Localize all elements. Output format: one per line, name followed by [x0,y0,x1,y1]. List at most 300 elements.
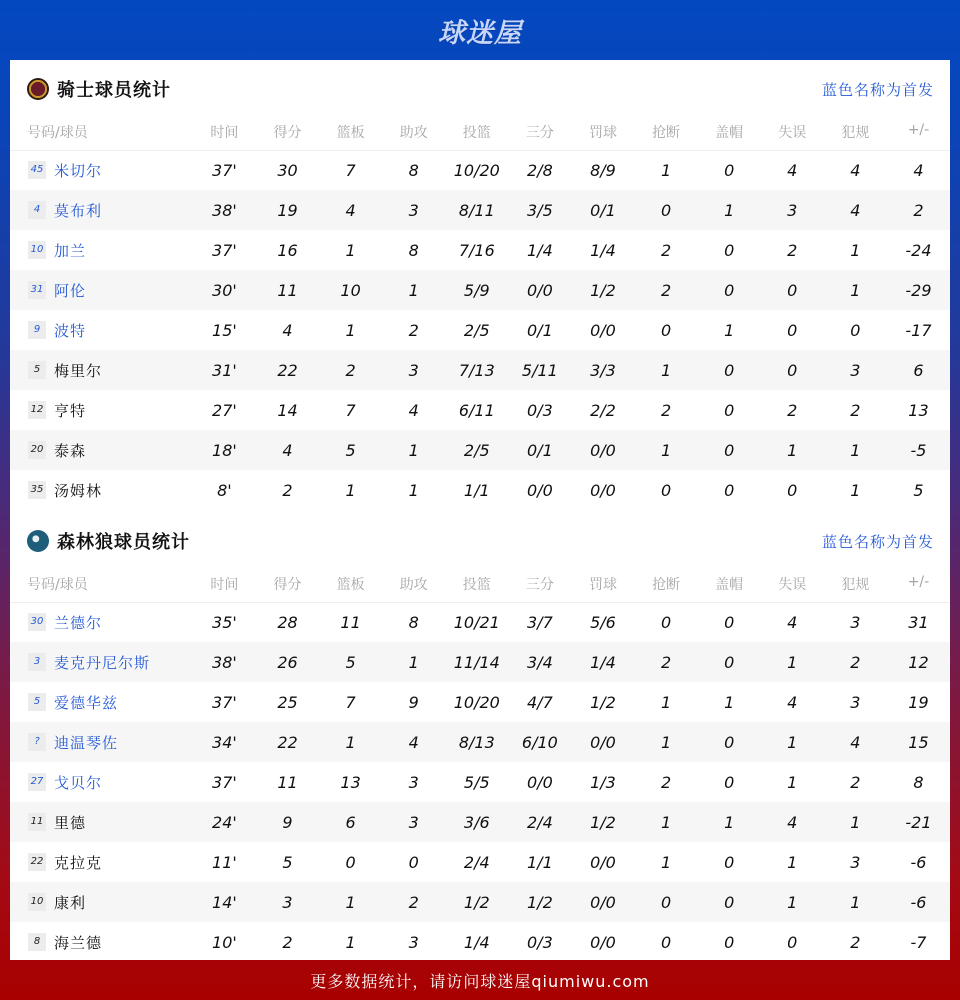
player-cell [10,602,193,642]
stat-cell: 0 [345,852,356,872]
jersey-number-badge: 5 [28,361,46,379]
stat-cell: 3/7 [527,612,553,632]
stat-cell: 2/5 [445,430,508,470]
player-name[interactable]: 麦克丹尼尔斯 [54,653,151,672]
stat-cell: 2/4 [463,852,490,872]
stat-cell: 1 [761,722,824,762]
stat-cell: 1/4 [590,240,616,260]
stat-cell: 1/1 [527,852,553,872]
player-name[interactable]: 康利 [54,893,87,912]
stat-cell: 0/0 [590,480,616,500]
stat-cell: 2 [282,480,293,500]
column-header[interactable]: 犯规 [824,118,887,150]
stat-cell: 6/10 [508,722,571,762]
stat-cell: 3 [382,802,445,842]
stat-cell: 0 [635,882,698,922]
table-header-row [10,118,950,150]
stat-cell: 1 [824,882,887,922]
stat-cell: 0/0 [571,430,634,470]
stat-cell: 27' [212,400,237,420]
stat-cell: 0 [724,852,735,872]
player-row[interactable] [10,470,950,510]
stat-cell: 7/16 [458,240,495,260]
stat-cell: 0 [761,350,824,390]
stat-cell: 0 [724,160,735,180]
stat-cell: -6 [910,852,927,872]
footer-banner [0,960,960,1000]
stat-cell: 2 [635,270,698,310]
stat-cell: 3 [408,932,419,952]
stat-cell: 1 [724,692,735,712]
stat-cell: 0 [724,772,735,792]
stat-cell: 1/3 [590,772,616,792]
stat-cell: 4/7 [527,692,553,712]
stat-cell: 1 [761,642,824,682]
stat-cell: 16 [277,240,298,260]
stat-cell: 6 [887,350,950,390]
stat-cell: 3 [850,692,861,712]
stat-cell: 1 [345,932,356,952]
stat-cell: 0 [787,480,798,500]
stat-cell: 5 [319,642,382,682]
stat-cell: 37' [212,160,237,180]
column-header[interactable]: 失误 [761,570,824,602]
player-name[interactable]: 加兰 [54,241,87,260]
player-cell [10,842,193,882]
team-stats-title: 骑士球员统计 [57,80,171,101]
player-row[interactable] [10,922,950,962]
player-cell [10,230,193,270]
player-name[interactable]: 汤姆林 [54,481,103,500]
player-row[interactable] [10,310,950,350]
stat-cell: 1 [408,480,419,500]
column-header[interactable]: 罚球 [571,570,634,602]
stat-cell: 1 [761,882,824,922]
stat-cell: 10' [212,932,237,952]
player-cell [10,310,193,350]
stat-cell: 1/2 [571,270,634,310]
stat-cell: 2 [660,772,672,792]
stat-cell: 18' [193,430,256,470]
jersey-number-badge: 11 [28,813,46,831]
column-header[interactable]: 得分 [256,118,319,150]
stat-cell: 6/11 [458,400,495,420]
player-row[interactable] [10,430,950,470]
stat-cell: 8 [408,160,419,180]
stat-cell: 28 [277,612,298,632]
column-header[interactable]: 犯规 [824,570,887,602]
stat-cell: -7 [910,932,927,952]
stat-cell: 15 [887,722,950,762]
jersey-number-badge: 30 [28,613,46,631]
stat-cell: 2 [382,882,445,922]
column-header[interactable]: 篮板 [319,118,382,150]
stat-cell: 0/0 [527,772,553,792]
column-header[interactable]: 时间 [193,118,256,150]
stat-cell: 3/5 [508,190,571,230]
stat-cell: 3 [761,190,824,230]
stat-cell: 4 [913,160,924,180]
stat-cell: 3 [850,852,861,872]
player-name[interactable]: 戈贝尔 [54,773,103,792]
stat-cell: 0 [698,722,761,762]
stat-cell: 2 [850,772,861,792]
column-header[interactable]: 助攻 [382,118,445,150]
stat-cell: 0 [698,270,761,310]
stat-cell: 8 [913,772,924,792]
stat-cell: 0/3 [527,932,553,952]
stat-cell: 24' [193,802,256,842]
stat-cell: 4 [382,722,445,762]
column-header[interactable]: 盖帽 [698,118,761,150]
column-header[interactable]: 篮板 [319,570,382,602]
table-header-row [10,570,950,602]
stat-cell: 2/4 [508,802,571,842]
stat-cell: 1 [824,802,887,842]
player-row[interactable] [10,150,950,190]
stat-cell: 0 [724,480,735,500]
stat-cell: 7/13 [445,350,508,390]
stat-cell: 1 [319,722,382,762]
stat-cell: 2 [282,932,293,952]
jersey-number-badge: 27 [28,773,46,791]
stat-cell: 0 [787,320,798,340]
stat-cell: 4 [824,190,887,230]
stat-cell: 3/4 [508,642,571,682]
player-cell [10,802,193,842]
stat-cell: 0 [660,612,672,632]
stat-cell: 1 [724,320,735,340]
player-row[interactable] [10,682,950,722]
stat-cell: 8/11 [445,190,508,230]
player-row[interactable] [10,390,950,430]
stat-cell: 34' [193,722,256,762]
stat-cell: 1 [698,802,761,842]
player-stats-table [10,570,950,962]
stat-cell: 37' [212,240,237,260]
stat-cell: 4 [824,722,887,762]
jersey-number-badge: 22 [28,853,46,871]
stat-cell: 0 [635,190,698,230]
stat-cell: 0 [724,932,735,952]
stat-cell: 1 [850,480,861,500]
player-stats-table [10,118,950,510]
timberwolves-logo-icon [27,530,49,552]
stat-cell: 4 [787,160,798,180]
player-name[interactable]: 里德 [54,813,87,832]
stat-cell: 37' [212,692,237,712]
stat-cell: 3 [850,612,861,632]
stat-cell: 2 [787,400,798,420]
player-name[interactable]: 海兰德 [54,933,103,952]
site-logo[interactable]: 球迷屋 [438,17,522,49]
stat-cell: 15' [212,320,237,340]
jersey-number-badge: 12 [28,401,46,419]
stat-cell: 10/20 [453,160,500,180]
stat-cell: 0/0 [590,320,616,340]
jersey-number-badge: 10 [28,893,46,911]
team-stats-title: 森林狼球员统计 [57,532,190,553]
jersey-number-badge: 20 [28,441,46,459]
column-header[interactable]: 助攻 [382,570,445,602]
player-cell [10,722,193,762]
stat-cell: 4 [787,612,798,632]
stat-cell: 0/0 [571,722,634,762]
player-cell [10,470,193,510]
stat-cell: 8 [408,240,419,260]
player-name[interactable]: 克拉克 [54,853,103,872]
stat-cell: 13 [340,772,361,792]
stat-cell: 4 [787,692,798,712]
stat-cell: 7 [345,400,356,420]
player-name[interactable]: 爱德华兹 [54,693,119,712]
stat-cell: 11' [212,852,237,872]
stat-cell: 11 [277,772,298,792]
stat-cell: 3/6 [445,802,508,842]
stat-cell: 9 [256,802,319,842]
stat-cell: 0/0 [508,270,571,310]
column-header[interactable]: 得分 [256,570,319,602]
stat-cell: 2/8 [527,160,553,180]
stat-cell: 1 [761,430,824,470]
stat-cell: 0/0 [590,852,616,872]
stat-cell: 13 [908,400,929,420]
stat-cell: 4 [282,320,293,340]
player-name[interactable]: 泰森 [54,441,87,460]
stat-cell: 3 [382,190,445,230]
player-cell [10,762,193,802]
player-cell [10,682,193,722]
column-header[interactable]: 抢断 [635,570,698,602]
stat-cell: 1 [382,270,445,310]
player-name[interactable]: 阿伦 [54,281,87,300]
stat-cell: 2/2 [590,400,616,420]
column-header[interactable]: 三分 [508,570,571,602]
jersey-number-badge: 45 [28,161,46,179]
stat-cell: 1 [824,430,887,470]
stat-cell: 5/11 [508,350,571,390]
player-row[interactable] [10,270,950,310]
stat-cell: 4 [850,160,861,180]
stat-cell: 1 [635,430,698,470]
player-cell [10,350,193,390]
player-cell [10,642,193,682]
column-header[interactable]: 号码/球员 [10,118,193,150]
player-cell [10,922,193,962]
stat-cell: 1/2 [590,692,616,712]
stat-cell: 0 [698,430,761,470]
player-row[interactable] [10,350,950,390]
column-header[interactable]: 抢断 [635,118,698,150]
jersey-number-badge: 35 [28,481,46,499]
column-header[interactable]: 盖帽 [698,570,761,602]
section-title [27,76,171,102]
player-name[interactable]: 波特 [54,321,87,340]
stat-cell: 10/21 [453,612,500,632]
jersey-number-badge: 10 [28,241,46,259]
stat-cell: -17 [905,320,932,340]
stat-cell: 1 [787,772,798,792]
stat-cell: 0 [408,852,419,872]
player-cell [10,390,193,430]
stat-cell: 3/3 [571,350,634,390]
player-row[interactable] [10,230,950,270]
stat-cell: 35' [212,612,237,632]
player-row[interactable] [10,762,950,802]
stat-cell: 2/5 [463,320,490,340]
player-row[interactable] [10,722,950,762]
column-header[interactable]: 投篮 [445,570,508,602]
stat-cell: 8/13 [445,722,508,762]
stat-cell: 0 [761,270,824,310]
player-name[interactable]: 亨特 [54,401,87,420]
stat-cell: 11 [340,612,361,632]
player-cell [10,270,193,310]
stat-cell: 1 [319,882,382,922]
stat-cell: 4 [256,430,319,470]
stat-cell: 31' [193,350,256,390]
stat-cell: 0 [850,320,861,340]
stat-cell: 0 [660,932,672,952]
stat-cell: 2 [787,240,798,260]
player-row[interactable] [10,802,950,842]
stat-cell: 1 [660,692,672,712]
jersey-number-badge: ? [28,733,46,751]
stat-cell: 5 [282,852,293,872]
stat-cell: 0 [698,882,761,922]
jersey-number-badge: 9 [28,321,46,339]
stat-cell: 2 [850,932,861,952]
stat-cell: 2 [408,320,419,340]
column-header[interactable]: 投篮 [445,118,508,150]
player-row[interactable] [10,882,950,922]
stat-cell: 2 [319,350,382,390]
player-name[interactable]: 兰德尔 [54,613,103,632]
column-header[interactable]: 罚球 [571,118,634,150]
column-header[interactable]: 失误 [761,118,824,150]
stat-cell: 0 [787,932,798,952]
stat-cell: 31 [908,612,929,632]
player-name[interactable]: 梅里尔 [54,361,103,380]
stat-cell: 0/1 [527,320,553,340]
stat-cell: 2 [660,400,672,420]
stat-cell: 5 [319,430,382,470]
stat-cell: 11 [256,270,319,310]
jersey-number-badge: 8 [28,933,46,951]
stat-cell: -24 [905,240,932,260]
stat-cell: 19 [256,190,319,230]
stat-cell: 1 [635,350,698,390]
stat-cell: 3 [824,350,887,390]
timberwolves-section [10,512,950,962]
stat-cell: 7 [345,160,356,180]
stat-cell: 0/0 [571,882,634,922]
stat-cell: 5/5 [463,772,490,792]
stat-cell: 0 [698,350,761,390]
jersey-number-badge: 5 [28,693,46,711]
player-name[interactable]: 迪温琴佐 [54,733,119,752]
stat-cell: 0 [698,642,761,682]
stat-cell: 0/3 [527,400,553,420]
column-header[interactable]: 号码/球员 [10,570,193,602]
footer-text[interactable]: 更多数据统计，请访问球迷屋qiumiwu.com [310,971,650,991]
stat-cell: 7 [345,692,356,712]
stat-cell: 1/1 [463,480,490,500]
stat-cell: 3 [408,772,419,792]
player-row[interactable] [10,602,950,642]
stat-cell: 0 [724,612,735,632]
column-header[interactable]: 时间 [193,570,256,602]
stat-cell: 8' [217,480,232,500]
player-name[interactable]: 米切尔 [54,161,103,180]
stat-cell: 1 [787,852,798,872]
stat-cell: 10/20 [453,692,500,712]
stat-cell: 37' [212,772,237,792]
stat-cell: 3 [256,882,319,922]
stat-cell: 30 [277,160,298,180]
column-header[interactable]: +/- [887,570,950,602]
stat-cell: 1 [660,852,672,872]
stat-cell: 2 [850,400,861,420]
cavaliers-section [10,60,950,510]
stat-cell: 8 [408,612,419,632]
stat-cell: 0/1 [571,190,634,230]
stat-cell: 1/2 [571,802,634,842]
player-cell [10,430,193,470]
stats-panel [10,60,950,960]
stat-cell: 1 [345,240,356,260]
stat-cell: 0 [724,400,735,420]
player-row[interactable] [10,842,950,882]
stat-cell: 1/2 [445,882,508,922]
stat-cell: 9 [408,692,419,712]
player-row[interactable] [10,190,950,230]
site-header [0,0,960,60]
stat-cell: 0 [660,480,672,500]
jersey-number-badge: 3 [28,653,46,671]
stat-cell: 1 [345,480,356,500]
stat-cell: -6 [887,882,950,922]
column-header[interactable]: +/- [887,118,950,150]
stat-cell: 25 [277,692,298,712]
stat-cell: 22 [256,722,319,762]
jersey-number-badge: 4 [28,201,46,219]
stat-cell: 1 [382,642,445,682]
stat-cell: 38' [193,190,256,230]
stat-cell: 12 [887,642,950,682]
stat-cell: 1 [698,190,761,230]
starter-legend-note: 蓝色名称为首发 [821,532,934,551]
stat-cell: 0/1 [508,430,571,470]
starter-legend-note: 蓝色名称为首发 [821,80,934,99]
stat-cell: 30' [193,270,256,310]
stat-cell: 3 [382,350,445,390]
player-name[interactable]: 莫布利 [54,201,103,220]
stat-cell: 10 [319,270,382,310]
stat-cell: 1/4 [527,240,553,260]
column-header[interactable]: 三分 [508,118,571,150]
stat-cell: 2 [635,642,698,682]
player-row[interactable] [10,642,950,682]
stat-cell: -29 [887,270,950,310]
stat-cell: 5/9 [445,270,508,310]
stat-cell: 19 [908,692,929,712]
stat-cell: 5/6 [590,612,616,632]
stat-cell: 1 [824,270,887,310]
stat-cell: 0 [724,240,735,260]
stat-cell: 38' [193,642,256,682]
player-cell [10,150,193,190]
